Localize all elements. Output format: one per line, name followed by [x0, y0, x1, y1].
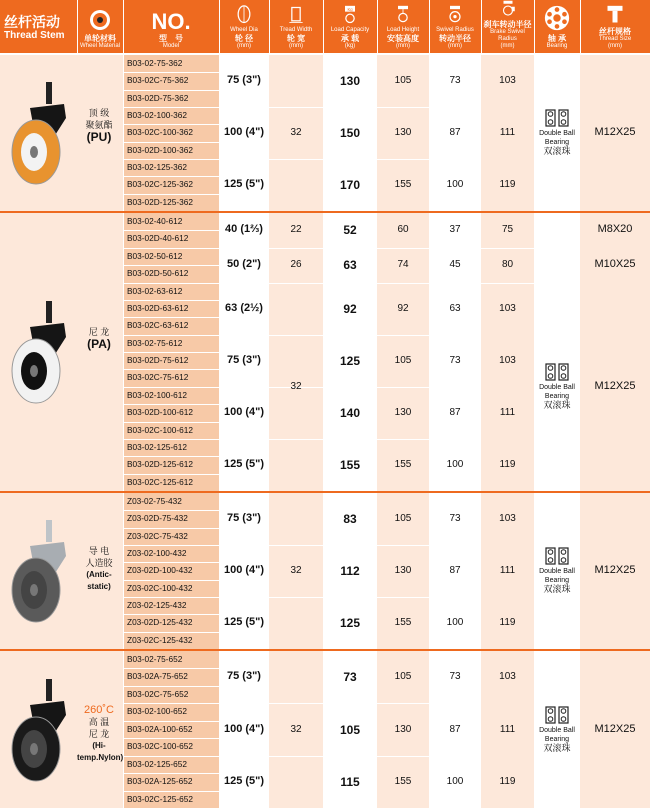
wheel-dia-value: 75 (3") [227, 512, 261, 524]
tread-width-icon [281, 5, 311, 25]
brake-swivel-value: 119 [499, 617, 516, 628]
bearing-en-1: Double Ball [539, 568, 575, 575]
column-divider [219, 55, 220, 211]
load-height-value: 105 [394, 354, 412, 366]
wheel-dia-value: 63 (2½) [225, 301, 263, 314]
row-divider [123, 352, 219, 353]
material-line-1: 高 温 [88, 716, 110, 727]
column-divider [123, 493, 124, 649]
col-thread-size: 丝杆规格 Thread Size (mm) [580, 0, 650, 53]
model-number: B03-02D-100-362 [127, 144, 193, 155]
load-capacity-value: 130 [339, 74, 361, 88]
swivel-radius-value: 100 [446, 617, 464, 628]
brake-swivel-value: 80 [501, 259, 514, 271]
wheel-material-label [77, 703, 124, 764]
model-number: B03-02A-125-652 [127, 776, 193, 787]
col-load-height: Load Height 安装高度 (mm) [377, 0, 429, 53]
bearing-en-2: Bearing [544, 392, 570, 400]
anti-icon [2, 516, 74, 626]
col-bearing: 轴 承 Bearing [534, 0, 580, 53]
model-number: B03-02A-100-652 [127, 723, 193, 734]
brake-swivel-value: 103 [499, 513, 516, 524]
load-height-icon [388, 5, 418, 25]
model-number: B03-02D-63-612 [127, 302, 189, 313]
col-load-capacity: Kg Load Capacity 承 载 (kg) [330, 6, 370, 49]
load-height-value: 130 [394, 406, 412, 418]
section-divider [0, 211, 650, 213]
wheel-dia-value: 125 (5") [223, 774, 265, 787]
load-capacity-value: 125 [339, 616, 361, 630]
model-number: B03-02C-63-612 [127, 320, 189, 331]
model-number: B03-02-125-652 [127, 758, 187, 769]
row-divider [123, 230, 219, 231]
model-number: Z03-02-125-432 [127, 600, 187, 610]
model-number: B03-02C-125-362 [127, 179, 193, 190]
bearing-en-1: Double Ball [539, 130, 575, 137]
load-capacity-value: 112 [340, 564, 360, 578]
col-wheel-dia: Wheel Dia 轮 径 (mm) [219, 0, 269, 53]
model-number: B03-02C-100-362 [127, 127, 193, 138]
load-capacity-icon [335, 5, 365, 25]
double-ball-bearing-icon [545, 363, 569, 381]
thread-size-value: M12X25 [594, 126, 636, 138]
section-divider [0, 491, 650, 493]
thread-size-value: M12X25 [594, 379, 636, 392]
brake-swivel-value: 75 [501, 224, 514, 236]
row-divider [123, 265, 219, 266]
double-ball-bearing-icon [545, 706, 569, 724]
wheel-dia-value: 125 (5") [223, 616, 265, 628]
tread-width-value: 32 [290, 565, 302, 576]
model-number: B03-02C-100-612 [127, 424, 193, 435]
swivel-radius-value: 73 [449, 671, 461, 683]
swivel-radius-icon [440, 5, 470, 25]
hitemp-icon [2, 675, 74, 785]
tread-width-value: 26 [290, 259, 302, 271]
model-number: B03-02D-40-612 [127, 233, 189, 244]
model-number: B03-02-40-612 [127, 216, 183, 226]
material-code: (Antic-static) [86, 570, 112, 591]
col-tread-width: Tread Width 轮 宽 (mm) [269, 0, 323, 53]
row-divider [123, 456, 219, 457]
brake-swivel-value: 111 [499, 723, 516, 735]
row-divider [123, 738, 219, 739]
double-ball-bearing-icon [545, 109, 569, 127]
load-capacity-value: 125 [339, 353, 361, 368]
column-band [269, 213, 323, 491]
bearing-label [534, 547, 580, 594]
swivel-radius-value: 45 [449, 259, 461, 271]
model-number: B03-02-75-652 [127, 654, 183, 664]
material-line-2: 人造胶 [85, 558, 113, 568]
model-number: Z03-02C-75-432 [127, 530, 188, 541]
row-divider [123, 580, 219, 581]
bearing-zh: 双滚珠 [543, 146, 571, 156]
model-number: B03-02D-75-362 [127, 92, 189, 103]
load-capacity-value: 92 [343, 301, 357, 316]
column-band [429, 213, 481, 491]
row-divider [123, 528, 219, 529]
wheel-dia-value: 75 (3") [227, 670, 261, 683]
model-number: B03-02C-75-652 [127, 688, 189, 699]
svg-text:Kg: Kg [347, 6, 353, 12]
load-capacity-value: 140 [339, 405, 361, 420]
model-number: Z03-02D-75-432 [127, 513, 188, 524]
load-height-value: 130 [394, 565, 412, 576]
model-number: Z03-02D-100-432 [127, 565, 193, 576]
load-height-value: 105 [394, 671, 412, 683]
brake-swivel-value: 111 [499, 406, 516, 418]
column-divider [219, 651, 220, 808]
wheel-logo-icon [85, 8, 115, 32]
double-ball-bearing-icon [545, 547, 569, 565]
material-line-2: 聚氨酯 [85, 120, 113, 130]
group-divider [123, 597, 433, 598]
model-number: B03-02D-50-612 [127, 268, 189, 279]
load-height-value: 74 [397, 259, 409, 271]
tread-width-value: 32 [290, 380, 302, 392]
load-height-value: 155 [394, 775, 412, 787]
bearing-en-2: Bearing [544, 577, 570, 584]
row-divider [123, 474, 219, 475]
pu-icon [2, 78, 74, 188]
swivel-radius-value: 73 [449, 513, 461, 524]
model-number: Z03-02-100-432 [127, 548, 187, 558]
swivel-radius-value: 87 [449, 723, 461, 735]
wheel-dia-value: 75 (3") [227, 74, 261, 86]
swivel-radius-value: 100 [446, 179, 464, 190]
group-divider [123, 545, 433, 546]
model-number: B03-02-75-362 [127, 58, 183, 68]
model-number: B03-02-100-612 [127, 389, 187, 400]
column-band [377, 213, 429, 491]
group-divider [123, 439, 433, 440]
header-title-cn: 丝杆活动 [4, 14, 60, 30]
bearing-en-2: Bearing [544, 139, 570, 146]
load-capacity-value: 52 [343, 223, 357, 238]
temp-rating: 260˚C [84, 703, 114, 716]
brake-swivel-value: 103 [499, 75, 516, 86]
row-divider [123, 90, 219, 91]
brake-swivel-value: 103 [499, 354, 516, 366]
load-capacity-value: 73 [343, 670, 357, 685]
product-section [0, 651, 650, 808]
col-swivel-radius: Swivel Radius 转动半径 (mm) [429, 0, 481, 53]
brake-swivel-value: 103 [499, 671, 516, 683]
column-divider [123, 213, 124, 491]
bearing-icon [542, 4, 572, 32]
tread-width-value: 22 [290, 224, 302, 236]
wheel-dia-value: 125 (5") [223, 178, 265, 190]
row-divider [123, 300, 219, 301]
load-capacity-value: 63 [343, 258, 357, 273]
model-number: B03-02D-125-362 [127, 196, 193, 207]
brake-swivel-value: 119 [499, 458, 516, 470]
brake-swivel-icon [493, 0, 523, 18]
column-band [219, 213, 269, 491]
row-divider [123, 404, 219, 405]
load-capacity-value: 83 [343, 512, 357, 526]
tread-width-value: 32 [290, 127, 302, 138]
row-divider [123, 510, 219, 511]
header-title-en: Thread Stem [4, 30, 65, 41]
group-divider [123, 335, 433, 336]
model-number: Z03-02C-125-432 [127, 634, 193, 645]
swivel-radius-value: 73 [449, 75, 461, 86]
col-brake-swivel-radius: 刹车转动半径 Brake Swivel Radius (mm) [481, 0, 534, 53]
material-line-1: 尼 龙 [88, 327, 110, 337]
row-divider [123, 72, 219, 73]
wheel-material-label [77, 545, 121, 593]
model-number: B03-02D-125-612 [127, 459, 193, 470]
bearing-en-1: Double Ball [539, 383, 575, 391]
material-code: (Hi-temp.Nylon) [77, 740, 124, 762]
model-number: B03-02C-100-652 [127, 741, 193, 752]
wheel-dia-value: 75 (3") [227, 353, 261, 366]
model-number: B03-02-63-612 [127, 285, 183, 296]
bearing-zh: 双滚珠 [543, 399, 571, 410]
bearing-en-2: Bearing [544, 735, 570, 743]
bearing-zh: 双滚珠 [543, 584, 571, 594]
model-number: B03-02C-75-362 [127, 75, 189, 86]
model-number: Z03-02C-100-432 [127, 582, 193, 593]
section-divider [0, 649, 650, 651]
pa-icon [2, 297, 74, 407]
swivel-radius-value: 87 [449, 406, 461, 418]
material-code: (PU) [86, 130, 112, 144]
col-model: NO. 型 号 Model [151, 9, 191, 49]
product-section [0, 493, 650, 649]
model-number: B03-02D-100-612 [127, 407, 193, 418]
column-divider [123, 651, 124, 808]
product-section [0, 55, 650, 211]
load-height-value: 60 [397, 224, 409, 236]
load-height-value: 130 [394, 723, 412, 735]
brake-swivel-value: 111 [499, 127, 516, 138]
swivel-radius-value: 87 [449, 127, 461, 138]
wheel-material-label [77, 326, 121, 350]
model-number: B03-02A-75-652 [127, 671, 188, 682]
swivel-radius-value: 87 [449, 565, 461, 576]
load-height-value: 130 [394, 127, 412, 138]
group-divider [123, 107, 433, 108]
table-header [0, 0, 650, 53]
model-number: B03-02-125-362 [127, 162, 187, 172]
brake-swivel-value: 119 [499, 179, 516, 190]
group-divider [123, 283, 580, 284]
swivel-radius-value: 37 [449, 224, 461, 236]
swivel-radius-value: 73 [449, 354, 461, 366]
load-height-value: 155 [394, 179, 412, 190]
column-band [323, 213, 377, 491]
wheel-dia-value: 100 (4") [223, 564, 265, 576]
product-section [0, 213, 650, 491]
load-height-value: 105 [394, 75, 412, 86]
row-divider [123, 142, 219, 143]
load-capacity-value: 155 [339, 457, 361, 472]
brake-swivel-value: 111 [499, 565, 516, 576]
row-divider [123, 668, 219, 669]
wheel-dia-value: 100 (4") [223, 126, 265, 138]
column-divider [123, 55, 124, 211]
wheel-dia-value: 50 (2") [227, 258, 261, 271]
group-divider [123, 159, 433, 160]
model-number: B03-02-100-652 [127, 706, 187, 717]
row-divider [123, 632, 219, 633]
tread-width-value: 32 [290, 723, 302, 735]
bearing-label [534, 363, 580, 410]
wheel-dia-value: 125 (5") [223, 457, 265, 470]
row-divider [123, 369, 219, 370]
bearing-label [534, 109, 580, 156]
load-height-value: 155 [394, 458, 412, 470]
material-line-1: 顶 级 [88, 108, 110, 118]
row-divider [123, 562, 219, 563]
swivel-radius-value: 100 [446, 458, 464, 470]
thread-size-icon [600, 5, 630, 25]
group-divider [123, 703, 433, 704]
load-capacity-value: 115 [340, 774, 360, 789]
row-divider [123, 194, 219, 195]
thread-size-value: M12X25 [594, 564, 636, 576]
wheel-dia-value: 40 (1⅔) [225, 223, 263, 236]
bearing-label [534, 706, 580, 753]
material-line-1: 导 电 [88, 546, 110, 556]
row-divider [123, 422, 219, 423]
row-divider [123, 791, 219, 792]
model-number: B03-02-75-612 [127, 337, 183, 348]
model-number: B03-02-50-612 [127, 250, 183, 261]
column-band [534, 213, 580, 491]
model-number: B03-02D-75-612 [127, 355, 189, 365]
column-divider [219, 213, 220, 491]
model-number: B03-02C-75-612 [127, 372, 189, 383]
group-divider [123, 248, 580, 249]
row-divider [123, 124, 219, 125]
thread-size-value: M10X25 [594, 258, 636, 271]
model-number: B03-02C-125-652 [127, 793, 193, 804]
load-height-value: 155 [394, 617, 412, 628]
row-divider [123, 317, 219, 318]
brake-swivel-value: 103 [499, 302, 516, 314]
row-divider [123, 773, 219, 774]
wheel-dia-value: 100 (4") [223, 405, 265, 418]
load-capacity-value: 105 [339, 722, 361, 737]
bearing-en-1: Double Ball [539, 726, 575, 734]
column-band [580, 213, 650, 491]
row-divider [123, 686, 219, 687]
row-divider [123, 176, 219, 177]
model-number: B03-02C-125-612 [127, 476, 193, 487]
model-number: B03-02-100-362 [127, 110, 187, 120]
load-height-value: 92 [397, 302, 409, 314]
model-number: Z03-02D-125-432 [127, 617, 193, 628]
col-wheel-material: 单轮材料 Wheel Material [77, 0, 123, 53]
wheel-dia-value: 100 (4") [223, 722, 265, 735]
wheel-material-label [77, 107, 121, 143]
swivel-radius-value: 63 [449, 302, 461, 314]
brake-swivel-value: 119 [499, 775, 516, 787]
thread-size-value: M12X25 [594, 722, 636, 735]
column-divider [219, 493, 220, 649]
column-band [77, 213, 123, 491]
group-divider [123, 756, 433, 757]
row-divider [123, 614, 219, 615]
model-number: B03-02-125-612 [127, 441, 187, 452]
thread-size-value: M8X20 [597, 223, 633, 236]
model-number: Z03-02-75-432 [127, 496, 182, 506]
load-capacity-value: 170 [339, 178, 361, 192]
material-code: (PA) [87, 337, 111, 351]
load-height-value: 105 [394, 513, 412, 524]
material-line-2: 尼 龙 [88, 728, 110, 739]
row-divider [123, 721, 219, 722]
wheel-dia-icon [229, 5, 259, 25]
swivel-radius-value: 100 [446, 775, 464, 787]
column-band [481, 213, 534, 491]
bearing-zh: 双滚珠 [543, 742, 571, 753]
load-capacity-value: 150 [339, 126, 361, 140]
